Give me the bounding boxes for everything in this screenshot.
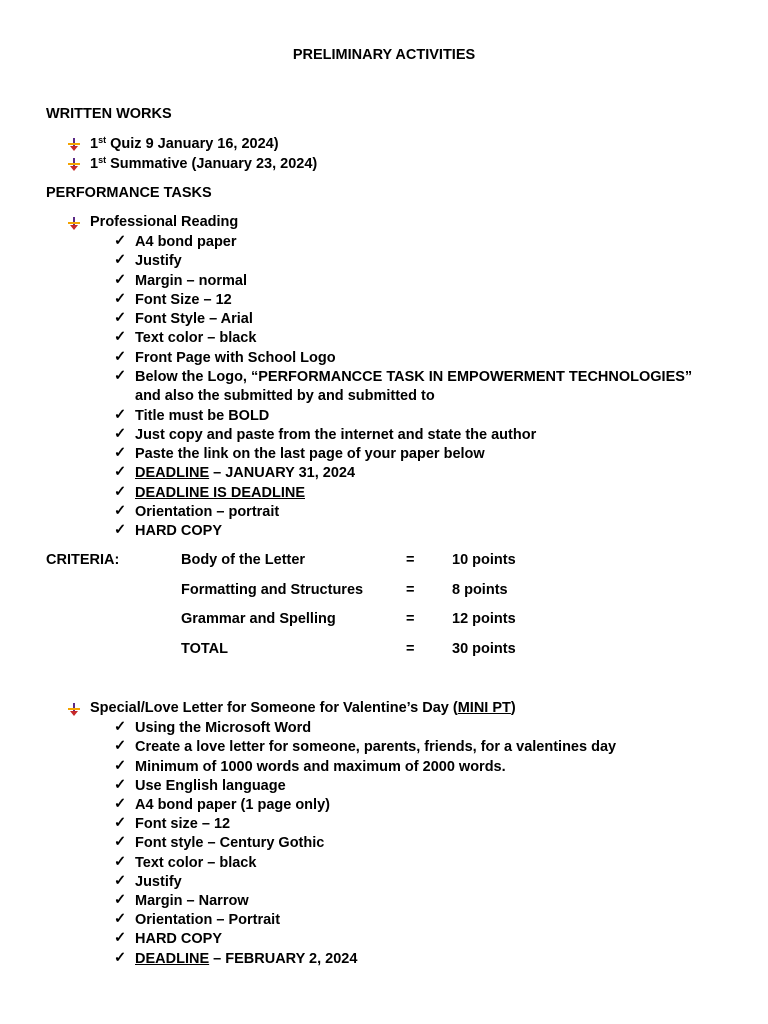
- criteria-name: Body of the Letter: [181, 552, 306, 568]
- checkmark-icon: ✓: [114, 758, 127, 774]
- criteria-points: 8 points: [452, 582, 508, 598]
- checkmark-icon: ✓: [114, 738, 127, 754]
- checkmark-icon: ✓: [114, 291, 127, 307]
- checkmark-icon: ✓: [114, 950, 127, 966]
- criteria-eq: =: [406, 611, 415, 627]
- checkmark-icon: ✓: [114, 329, 127, 345]
- checkmark-icon: ✓: [114, 892, 127, 908]
- checkmark-icon: ✓: [114, 426, 127, 442]
- page-title: PRELIMINARY ACTIVITIES: [292, 47, 476, 63]
- checkmark-icon: ✓: [114, 854, 127, 870]
- checkmark-icon: ✓: [114, 310, 127, 326]
- criteria-name: Grammar and Spelling: [181, 611, 336, 627]
- arrow-down-bullet-icon: [68, 158, 80, 171]
- written-works-heading: WRITTEN WORKS: [46, 106, 172, 122]
- checkmark-icon: ✓: [114, 777, 127, 793]
- arrow-down-bullet-icon: [68, 217, 80, 230]
- criteria-name: Formatting and Structures: [181, 582, 364, 598]
- checkmark-icon: ✓: [114, 873, 127, 889]
- criteria-eq: =: [406, 641, 415, 657]
- checkmark-icon: ✓: [114, 815, 127, 831]
- criteria-points: 12 points: [452, 611, 516, 627]
- checkmark-icon: ✓: [114, 522, 127, 538]
- criteria-label: CRITERIA:: [46, 552, 120, 568]
- criteria-total-name: TOTAL: [181, 641, 228, 657]
- checkmark-icon: ✓: [114, 368, 127, 384]
- checkmark-icon: ✓: [114, 796, 127, 812]
- checkmark-icon: ✓: [114, 252, 127, 268]
- arrow-down-bullet-icon: [68, 138, 80, 151]
- checkmark-icon: ✓: [114, 503, 127, 519]
- checkmark-icon: ✓: [114, 349, 127, 365]
- checkmark-icon: ✓: [114, 464, 127, 480]
- criteria-points: 10 points: [452, 552, 516, 568]
- criteria-total-points: 30 points: [452, 641, 516, 657]
- checkmark-icon: ✓: [114, 233, 127, 249]
- criteria-eq: =: [406, 582, 415, 598]
- arrow-down-bullet-icon: [68, 703, 80, 716]
- checkmark-icon: ✓: [114, 719, 127, 735]
- checkmark-icon: ✓: [114, 930, 127, 946]
- checkmark-icon: ✓: [114, 272, 127, 288]
- performance-tasks-heading: PERFORMANCE TASKS: [46, 185, 212, 201]
- checkmark-icon: ✓: [114, 834, 127, 850]
- checkmark-icon: ✓: [114, 445, 127, 461]
- criteria-eq: =: [406, 552, 415, 568]
- checkmark-icon: ✓: [114, 407, 127, 423]
- checkmark-icon: ✓: [114, 911, 127, 927]
- checkmark-icon: ✓: [114, 484, 127, 500]
